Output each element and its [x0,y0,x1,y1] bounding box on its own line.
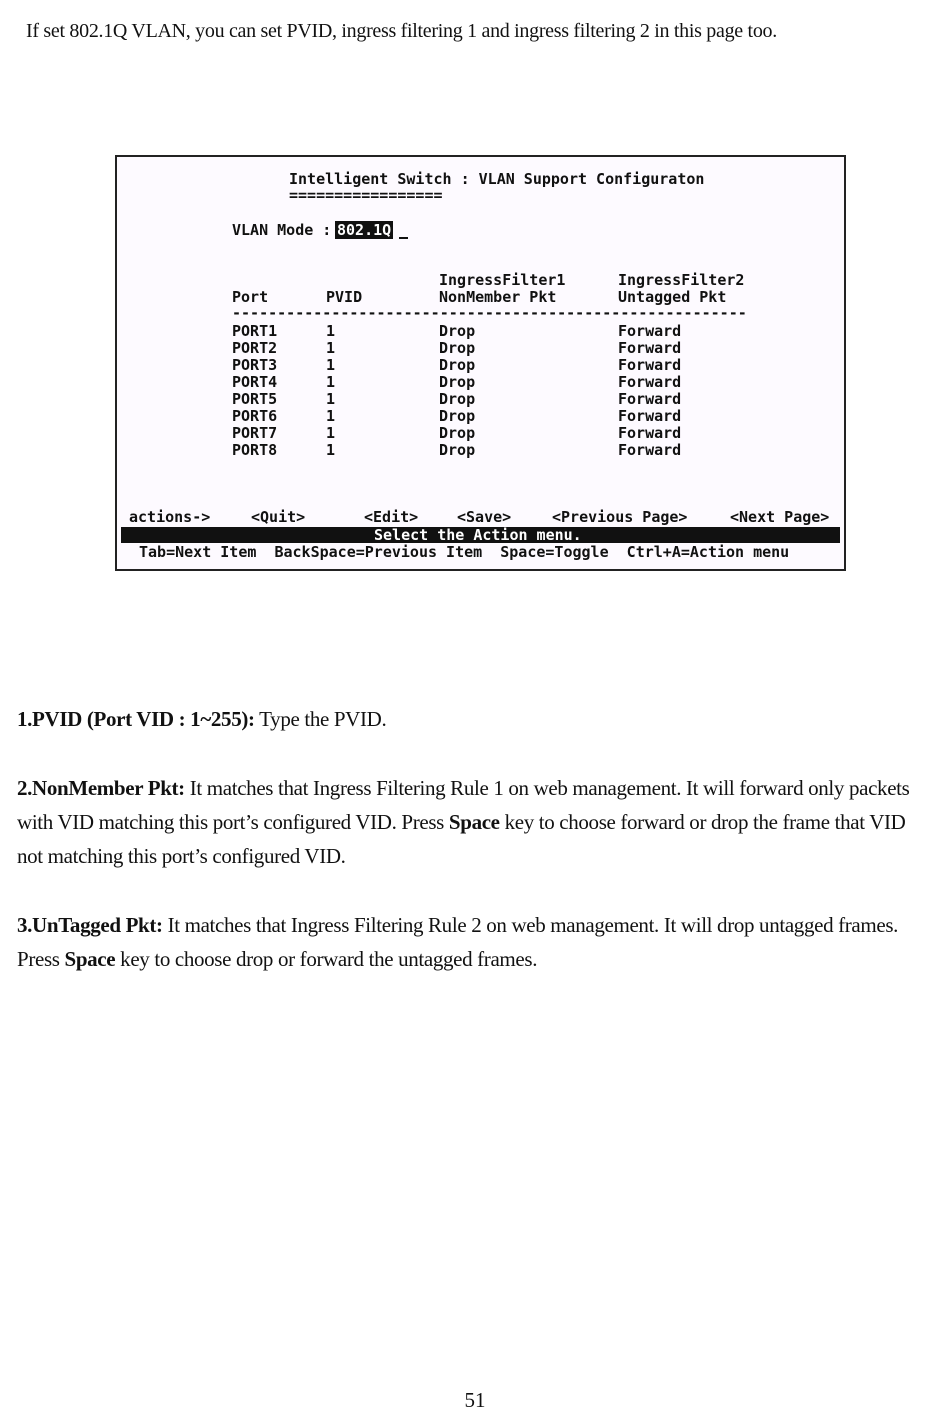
port-name: PORT1 [232,322,278,340]
space-key: Space [64,947,116,971]
vlan-mode-label: VLAN Mode : [232,221,332,239]
port-name: PORT3 [232,356,278,374]
actions-label: actions-> [129,508,211,526]
title-underline: ================= [289,186,443,204]
intro-text: If set 802.1Q VLAN, you can set PVID, ingress filtering 1 and ingress filtering 2 in this page too. [26,20,777,42]
filter1-value[interactable]: Drop [439,424,476,442]
header-filter2-bottom: Untagged Pkt [618,288,727,306]
nonmember-text-2: key to choose forward or drop the frame that VID not matching this port’s configured VID. [17,810,906,868]
header-port: Port [232,288,269,306]
edit-action[interactable]: <Edit> [364,508,419,526]
page-number: 51 [464,1388,486,1412]
terminal-screenshot [115,155,846,571]
port-name: PORT6 [232,407,278,425]
vlan-mode-field[interactable] [335,222,408,239]
port-row-5[interactable] [232,391,277,408]
pvid-value[interactable]: 1 [326,407,336,425]
quit-action[interactable]: <Quit> [251,508,306,526]
filter1-value[interactable]: Drop [439,441,476,459]
nonmember-description [17,771,932,873]
previous-page-action[interactable]: <Previous Page> [552,508,688,526]
terminal-title: Intelligent Switch : VLAN Support Configuraton [289,170,705,188]
vlan-mode-value: 802.1Q [337,221,392,239]
filter2-value[interactable]: Forward [618,441,682,459]
pvid-value[interactable]: 1 [326,390,336,408]
filter1-value[interactable]: Drop [439,356,476,374]
filter2-value[interactable]: Forward [618,390,682,408]
header-filter2-top: IngressFilter2 [618,271,745,289]
status-bar [121,527,840,543]
untagged-text-1: It matches that Ingress Filtering Rule 2 on web management. It will drop untagged frames. Press [17,913,899,971]
filter1-value[interactable]: Drop [439,390,476,408]
header-filter1-top: IngressFilter1 [439,271,566,289]
untagged-text-2: key to choose drop or forward the untagged frames. [115,947,538,971]
save-action[interactable]: <Save> [457,508,512,526]
untagged-description [17,908,932,976]
filter2-value[interactable]: Forward [618,339,682,357]
filter1-value[interactable]: Drop [439,322,476,340]
pvid-value[interactable]: 1 [326,424,336,442]
filter2-value[interactable]: Forward [618,322,682,340]
text-cursor [399,223,408,239]
space-key: Space [448,810,500,834]
filter2-value[interactable]: Forward [618,407,682,425]
help-line: Tab=Next Item BackSpace=Previous Item Space=Toggle Ctrl+A=Action menu [139,543,790,561]
port-row-1[interactable] [232,323,277,340]
port-row-3[interactable] [232,357,277,374]
pvid-value[interactable]: 1 [326,339,336,357]
pvid-heading: 1.PVID (Port VID : 1~255): [17,707,255,731]
header-separator: --------------------------------------------------------- [232,304,747,322]
nonmember-heading: 2.NonMember Pkt: [17,776,185,800]
port-row-4[interactable] [232,374,277,391]
filter1-value[interactable]: Drop [439,339,476,357]
port-row-2[interactable] [232,340,277,357]
pvid-text: Type the PVID. [254,707,387,731]
pvid-value[interactable]: 1 [326,373,336,391]
port-name: PORT4 [232,373,278,391]
filter2-value[interactable]: Forward [618,356,682,374]
port-row-7[interactable] [232,425,277,442]
port-name: PORT5 [232,390,278,408]
port-row-8[interactable] [232,442,277,459]
port-name: PORT7 [232,424,278,442]
filter1-value[interactable]: Drop [439,373,476,391]
filter2-value[interactable]: Forward [618,424,682,442]
filter2-value[interactable]: Forward [618,373,682,391]
pvid-value[interactable]: 1 [326,441,336,459]
port-row-6[interactable] [232,408,277,425]
port-name: PORT2 [232,339,278,357]
untagged-heading: 3.UnTagged Pkt: [17,913,163,937]
status-message: Select the Action menu. [374,526,582,544]
nonmember-text-1: It matches that Ingress Filtering Rule 1 on web management. It will forward only packets with VID matching this port’s configured VID. Press [17,776,910,834]
pvid-value[interactable]: 1 [326,322,336,340]
filter1-value[interactable]: Drop [439,407,476,425]
next-page-action[interactable]: <Next Page> [730,508,830,526]
header-filter1-bottom: NonMember Pkt [439,288,557,306]
pvid-description [17,702,932,736]
header-pvid: PVID [326,288,363,306]
port-name: PORT8 [232,441,278,459]
pvid-value[interactable]: 1 [326,356,336,374]
